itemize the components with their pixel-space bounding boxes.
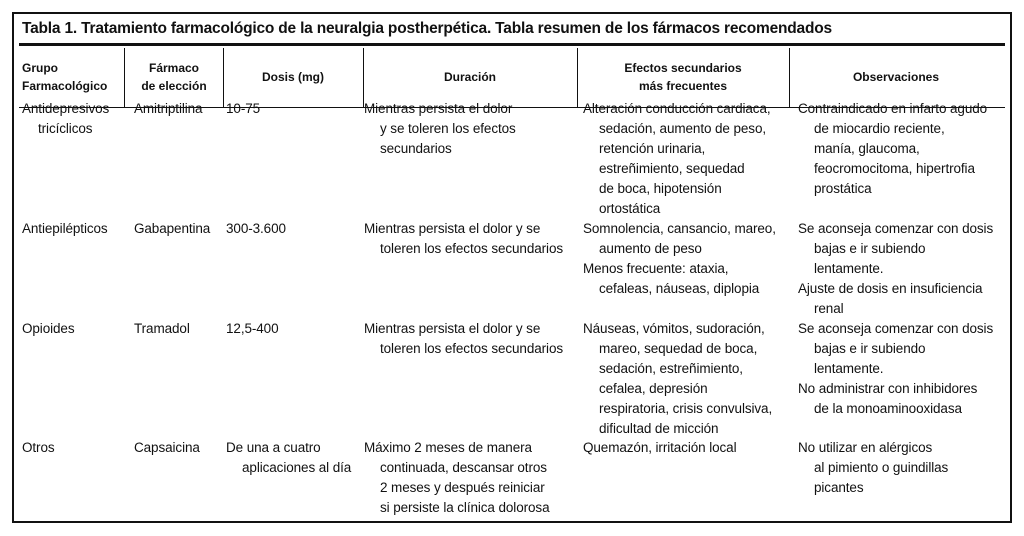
cell-line: cefalea, depresión bbox=[599, 381, 708, 396]
header-grupo-line: Farmacológico bbox=[22, 79, 108, 93]
cell-line: aplicaciones al día bbox=[242, 460, 352, 475]
row1-dosis bbox=[226, 99, 260, 119]
cell-line: feocromocitoma, hipertrofia bbox=[814, 161, 975, 176]
cell-line: ortostática bbox=[599, 201, 661, 216]
row4-duracion bbox=[364, 438, 549, 518]
header-dosis-label: Dosis (mg) bbox=[261, 70, 324, 84]
row1-efectos bbox=[583, 99, 771, 219]
row4-efectos bbox=[583, 438, 736, 458]
cell-line: de la monoaminooxidasa bbox=[814, 401, 962, 416]
row3-dosis bbox=[226, 319, 279, 339]
cell-line: prostática bbox=[814, 181, 872, 196]
cell-line: renal bbox=[814, 301, 844, 316]
header-farmaco-line: Fármaco bbox=[148, 61, 200, 75]
cell-line: lentamente. bbox=[814, 261, 884, 276]
header-duracion-label: Duración bbox=[443, 70, 496, 84]
table-frame bbox=[12, 12, 1012, 523]
row3-grupo bbox=[22, 319, 74, 339]
header-divider bbox=[789, 48, 790, 107]
cell-line: Opioides bbox=[22, 321, 75, 336]
header-observaciones-label: Observaciones bbox=[852, 70, 940, 84]
row2-efectos bbox=[583, 219, 776, 299]
cell-line: tricíclicos bbox=[38, 121, 93, 136]
cell-line: 10-75 bbox=[226, 101, 261, 116]
header-divider bbox=[124, 48, 125, 107]
cell-line: Mientras persista el dolor y se bbox=[364, 321, 541, 336]
cell-line: respiratoria, crisis convulsiva, bbox=[599, 401, 773, 416]
header-divider bbox=[223, 48, 224, 107]
header-grupo bbox=[22, 48, 122, 106]
row3-duracion bbox=[364, 319, 563, 359]
header-grupo-line: Grupo bbox=[22, 61, 58, 75]
header-duracion bbox=[364, 48, 576, 106]
header-efectos-line: Efectos secundarios bbox=[624, 61, 742, 75]
cell-line: retención urinaria, bbox=[599, 141, 706, 156]
cell-line: Quemazón, irritación local bbox=[583, 440, 737, 455]
row2-dosis bbox=[226, 219, 286, 239]
cell-line: bajas e ir subiendo bbox=[814, 241, 926, 256]
row2-farmaco: Gabapentina bbox=[134, 221, 211, 236]
cell-line: lentamente. bbox=[814, 361, 884, 376]
row1-duracion bbox=[364, 99, 516, 159]
cell-line: Náuseas, vómitos, sudoración, bbox=[583, 321, 765, 336]
cell-line: Alteración conducción cardiaca, bbox=[583, 101, 771, 116]
cell-line: de boca, hipotensión bbox=[599, 181, 722, 196]
cell-line: cefaleas, náuseas, diplopia bbox=[599, 281, 760, 296]
row4-farmaco: Capsaicina bbox=[134, 440, 200, 455]
cell-line: y se toleren los efectos bbox=[380, 121, 516, 136]
header-divider bbox=[577, 48, 578, 107]
table-title: Tabla 1. Tratamiento farmacológico de la neuralgia postherpética. Tabla resumen de los fármacos recomendados bbox=[22, 20, 832, 37]
cell-line: de miocardio reciente, bbox=[814, 121, 945, 136]
cell-line: 12,5-400 bbox=[226, 321, 279, 336]
cell-line: Ajuste de dosis en insuficiencia bbox=[798, 281, 983, 296]
row4-observaciones bbox=[798, 438, 948, 498]
cell-line: Otros bbox=[22, 440, 55, 455]
cell-line: dificultad de micción bbox=[599, 421, 719, 436]
cell-line: aumento de peso bbox=[599, 241, 702, 256]
row3-farmaco: Tramadol bbox=[134, 321, 190, 336]
row2-duracion bbox=[364, 219, 563, 259]
header-efectos bbox=[578, 48, 788, 106]
cell-line: secundarios bbox=[380, 141, 452, 156]
header-farmaco-line: de elección bbox=[141, 79, 207, 93]
cell-line: sedación, estreñimiento, bbox=[599, 361, 743, 376]
cell-line: manía, glaucoma, bbox=[814, 141, 920, 156]
cell-line: toleren los efectos secundarios bbox=[380, 241, 564, 256]
title-rule bbox=[19, 43, 1005, 46]
cell-line: Se aconseja comenzar con dosis bbox=[798, 321, 994, 336]
cell-line: Antiepilépticos bbox=[22, 221, 108, 236]
cell-line: Mientras persista el dolor y se bbox=[364, 221, 541, 236]
row1-observaciones bbox=[798, 99, 987, 199]
cell-line: De una a cuatro bbox=[226, 440, 321, 455]
cell-line: picantes bbox=[814, 480, 864, 495]
row2-grupo bbox=[22, 219, 108, 239]
row2-observaciones bbox=[798, 219, 993, 319]
row1-farmaco: Amitriptilina bbox=[134, 101, 203, 116]
header-observaciones bbox=[790, 48, 1002, 106]
cell-line: No administrar con inhibidores bbox=[798, 381, 978, 396]
cell-line: Mientras persista el dolor bbox=[364, 101, 513, 116]
cell-line: toleren los efectos secundarios bbox=[380, 341, 564, 356]
cell-line: continuada, descansar otros bbox=[380, 460, 547, 475]
cell-line: si persiste la clínica dolorosa bbox=[380, 500, 550, 515]
cell-line: mareo, sequedad de boca, bbox=[599, 341, 758, 356]
cell-line: Somnolencia, cansancio, mareo, bbox=[583, 221, 776, 236]
cell-line: estreñimiento, sequedad bbox=[599, 161, 745, 176]
cell-line: Menos frecuente: ataxia, bbox=[583, 261, 729, 276]
cell-line: No utilizar en alérgicos bbox=[798, 440, 933, 455]
row1-grupo bbox=[22, 99, 109, 139]
cell-line: 300-3.600 bbox=[226, 221, 286, 236]
header-efectos-line: más frecuentes bbox=[638, 79, 728, 93]
row3-observaciones bbox=[798, 319, 993, 419]
cell-line: al pimiento o guindillas bbox=[814, 460, 949, 475]
header-farmaco bbox=[126, 48, 222, 106]
cell-line: 2 meses y después reiniciar bbox=[380, 480, 545, 495]
cell-line: sedación, aumento de peso, bbox=[599, 121, 767, 136]
cell-line: Contraindicado en infarto agudo bbox=[798, 101, 988, 116]
row3-efectos bbox=[583, 319, 772, 439]
row4-dosis bbox=[226, 438, 351, 478]
cell-line: bajas e ir subiendo bbox=[814, 341, 926, 356]
cell-line: Antidepresivos bbox=[22, 101, 110, 116]
row4-grupo bbox=[22, 438, 55, 458]
cell-line: Se aconseja comenzar con dosis bbox=[798, 221, 994, 236]
header-dosis bbox=[224, 48, 362, 106]
cell-line: Máximo 2 meses de manera bbox=[364, 440, 532, 455]
